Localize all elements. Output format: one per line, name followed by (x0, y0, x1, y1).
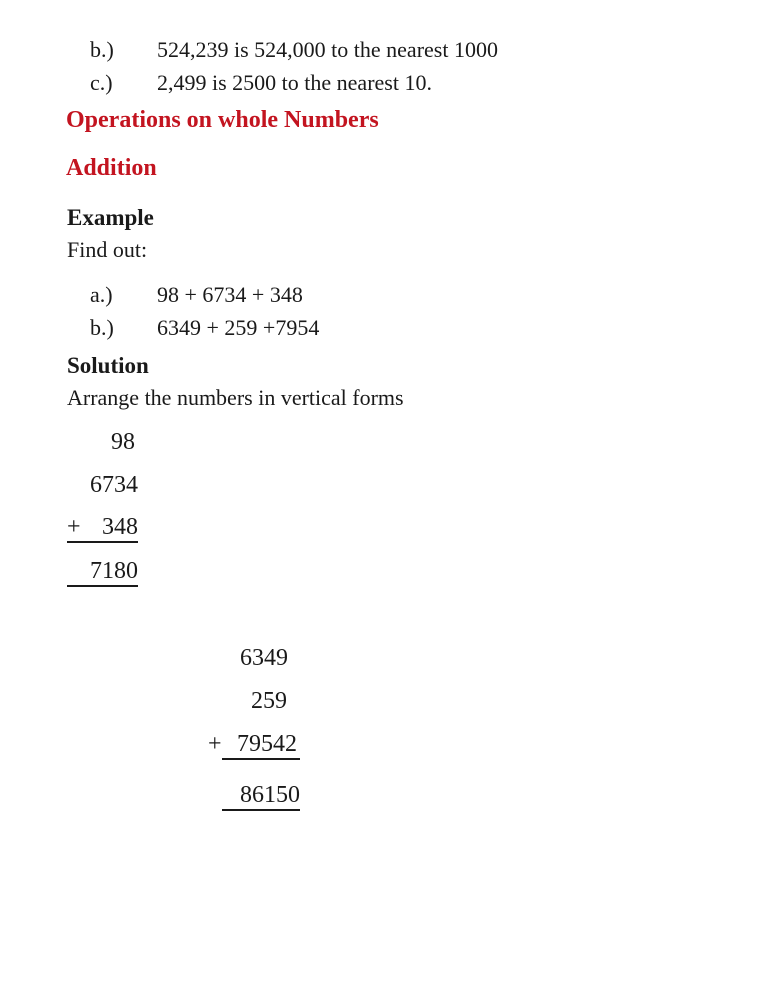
vsum2-result-value: 86150 (222, 782, 300, 811)
vsum2-plus-sign: + (208, 731, 222, 757)
problem-line-a (90, 282, 303, 308)
problem-line-b-label: b.) (90, 315, 114, 340)
rounding-line-b (90, 37, 498, 63)
rounding-line-b-text: 524,239 is 524,000 to the nearest 1000 (157, 37, 498, 62)
problem-line-b-expression: 6349 + 259 +7954 (157, 315, 320, 340)
solution-heading: Solution (67, 353, 149, 378)
vsum2-last-addend-row (208, 731, 300, 760)
rounding-line-c-text: 2,499 is 2500 to the nearest 10. (157, 70, 432, 95)
vsum1-addend1: 98 (111, 429, 135, 455)
vsum2-addend1: 6349 (240, 645, 288, 671)
section-subtitle-addition: Addition (66, 155, 157, 181)
problem-line-a-expression: 98 + 6734 + 348 (157, 282, 303, 307)
vsum2-addend2: 259 (251, 688, 287, 714)
vertical-sum-1 (67, 429, 138, 589)
vsum2-result (208, 782, 300, 811)
rounding-line-b-label: b.) (90, 37, 114, 62)
example-intro: Find out: (67, 237, 148, 262)
vertical-sum-2 (208, 645, 300, 815)
vsum1-last-addend-row (67, 514, 138, 543)
problem-line-b (90, 315, 319, 341)
example-heading: Example (67, 205, 154, 230)
vsum1-result (67, 558, 138, 587)
section-title: Operations on whole Numbers (66, 107, 379, 133)
vsum1-addend2: 6734 (90, 472, 138, 498)
vsum2-last-addend: 79542 (222, 731, 300, 760)
rounding-line-c-label: c.) (90, 70, 113, 95)
rounding-line-c (90, 70, 432, 96)
problem-line-a-label: a.) (90, 282, 113, 307)
vsum1-result-value: 7180 (90, 558, 138, 584)
vsum1-plus-sign: + (67, 514, 81, 540)
vsum1-last-addend: 348 (102, 514, 138, 540)
solution-instruction: Arrange the numbers in vertical forms (67, 385, 404, 410)
